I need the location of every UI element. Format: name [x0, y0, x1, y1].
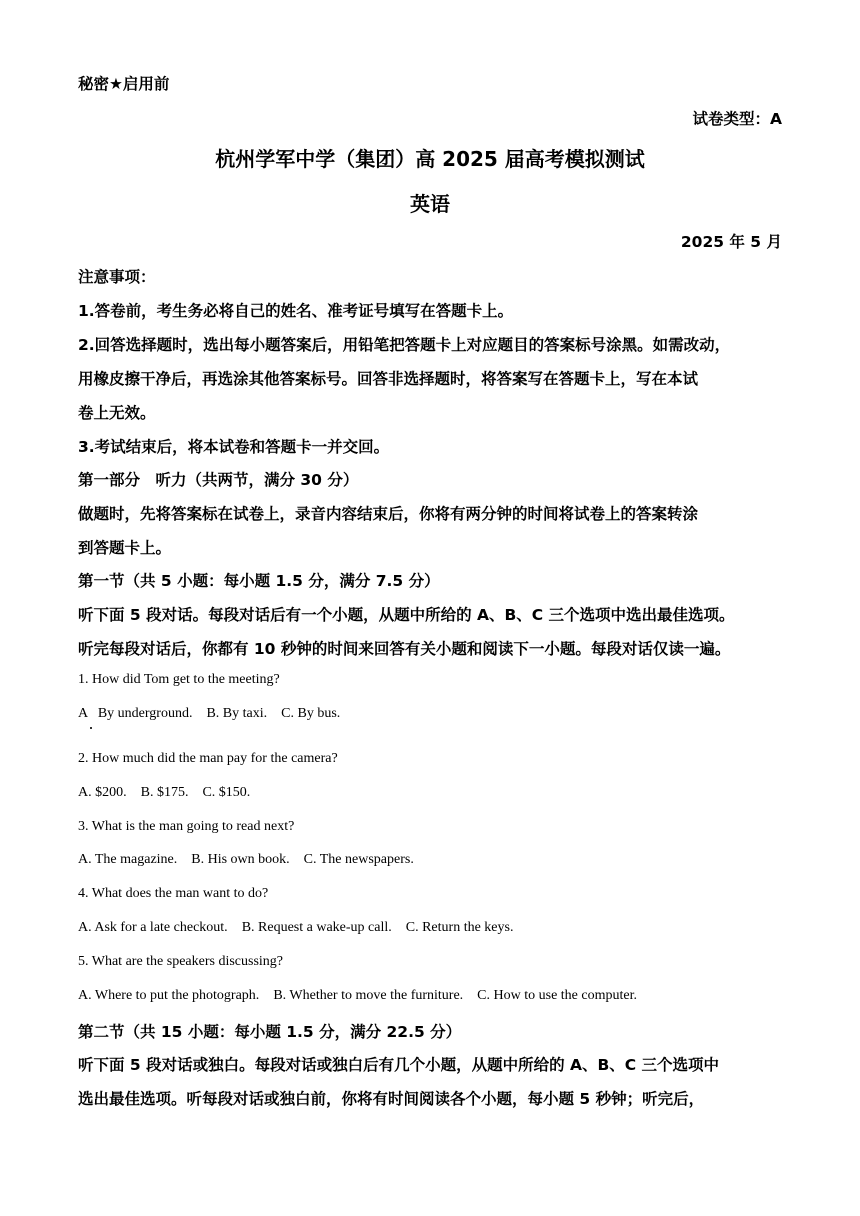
question-4-option-c: C. Return the keys. [405, 920, 514, 935]
part1-intro-line-1: 做题时，先将答案标在试卷上，录音内容结束后，你将有两分钟的时间将试卷上的答案转涂 [78, 505, 699, 523]
question-3-option-c: C. The newspapers. [303, 852, 414, 867]
section1-instructions-line-2: 听完每段对话后，你都有 10 秒钟的时间来回答有关小题和阅读下一小题。每段对话仅读一遍。 [78, 640, 731, 658]
question-3-option-a: A. The magazine. [78, 852, 178, 867]
question-2-options [78, 785, 250, 801]
question-1-option-c: C. By bus. [281, 706, 341, 721]
exam-title: 杭州学军中学（集团）高 2025 届高考模拟测试 [215, 147, 645, 171]
question-3: 3. What is the man going to read next? [78, 819, 295, 834]
question-5-option-a: A. Where to put the photograph. [78, 988, 260, 1003]
paper-type-label: 试卷类型：A [692, 110, 782, 128]
note-item-2-line-1: 2.回答选择题时，选出每小题答案后，用铅笔把答题卡上对应题目的答案标号涂黑。如需改动， [78, 336, 731, 354]
question-1-option-b: B. By taxi. [206, 706, 268, 721]
question-5-options [78, 988, 637, 1004]
question-2-option-c: C. $150. [202, 785, 251, 800]
note-item-1: 1.答卷前，考生务必将自己的姓名、准考证号填写在答题卡上。 [78, 302, 514, 320]
question-1-option-a: A By underground. [78, 706, 193, 721]
section1-heading: 第一节（共 5 小题：每小题 1.5 分，满分 7.5 分） [78, 572, 440, 590]
question-2-option-b: B. $175. [140, 785, 189, 800]
section1-instructions-line-1: 听下面 5 段对话。每段对话后有一个小题，从题中所给的 A、B、C 三个选项中选出最佳选项。 [78, 606, 735, 624]
question-5: 5. What are the speakers discussing? [78, 954, 284, 969]
note-item-2-line-3: 卷上无效。 [78, 404, 156, 422]
part1-intro-line-2: 到答题卡上。 [78, 539, 172, 557]
subject-title: 英语 [410, 192, 450, 216]
question-3-option-b: B. His own book. [191, 852, 290, 867]
part1-heading: 第一部分 听力（共两节，满分 30 分） [78, 471, 359, 489]
question-4: 4. What does the man want to do? [78, 886, 269, 901]
question-1: 1. How did Tom get to the meeting? [78, 672, 280, 687]
section2-heading: 第二节（共 15 小题：每小题 1.5 分，满分 22.5 分） [78, 1023, 462, 1041]
question-1-options [78, 706, 340, 722]
note-item-3: 3.考试结束后，将本试卷和答题卡一并交回。 [78, 438, 390, 456]
notes-heading: 注意事项： [78, 268, 156, 286]
question-2: 2. How much did the man pay for the camera? [78, 751, 338, 766]
question-5-option-c: C. How to use the computer. [477, 988, 637, 1003]
section2-instructions-line-2: 选出最佳选项。听每段对话或独白前，你将有时间阅读各个小题，每小题 5 秒钟；听完后， [78, 1090, 705, 1108]
note-item-2-line-2: 用橡皮擦干净后，再选涂其他答案标号。回答非选择题时，将答案写在答题卡上，写在本试 [78, 370, 699, 388]
exam-date: 2025 年 5 月 [680, 233, 782, 251]
section2-instructions-line-1: 听下面 5 段对话或独白。每段对话或独白后有几个小题，从题中所给的 A、B、C 三个选项中 [78, 1056, 720, 1074]
question-4-options [78, 920, 513, 936]
question-4-option-a: A. Ask for a late checkout. [78, 920, 228, 935]
stray-dot-mark [90, 727, 92, 729]
question-4-option-b: B. Request a wake-up call. [241, 920, 392, 935]
question-3-options [78, 852, 414, 868]
question-5-option-b: B. Whether to move the furniture. [273, 988, 464, 1003]
question-2-option-a: A. $200. [78, 785, 127, 800]
confidential-label: 秘密★启用前 [78, 75, 170, 93]
